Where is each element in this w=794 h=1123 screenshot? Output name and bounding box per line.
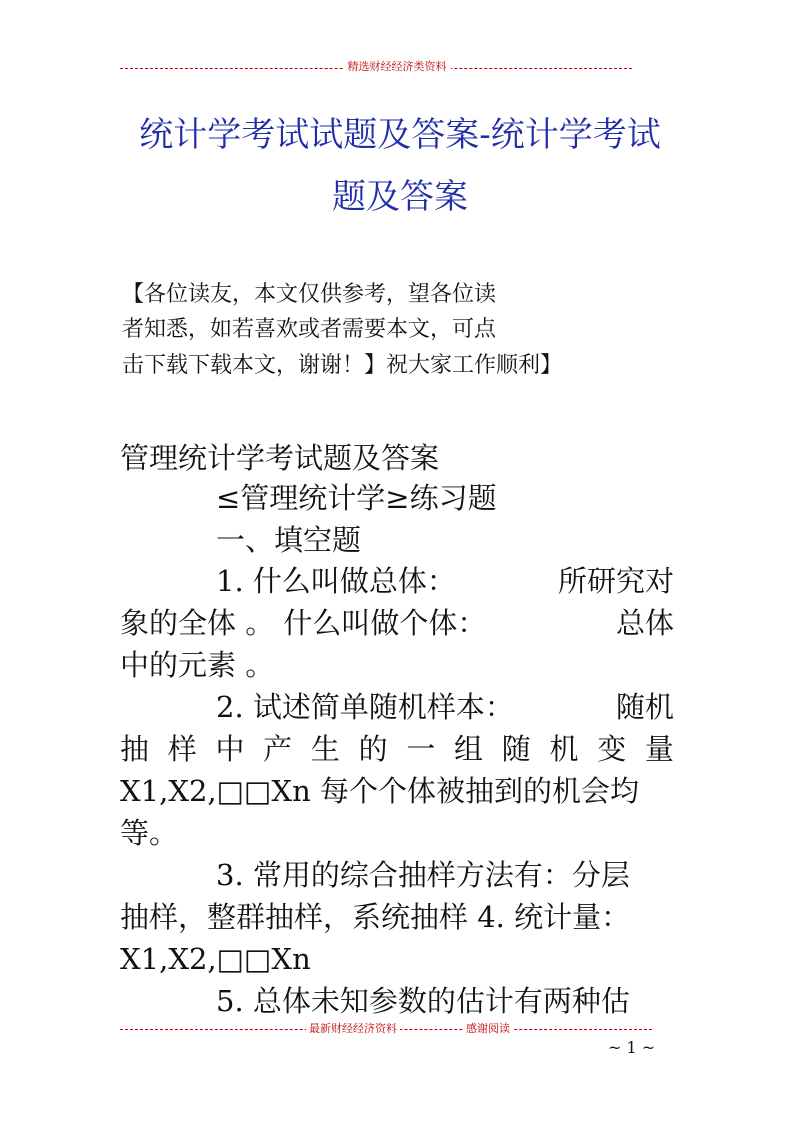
q3-line1: 3. 常用的综合抽样方法有：分层 bbox=[216, 858, 630, 892]
content-heading: 管理统计学考试题及答案 bbox=[120, 441, 440, 475]
footer-left-label: 最新财经经济资料 bbox=[306, 1020, 400, 1036]
notice-line1: 【各位读友，本文仅供参考，望各位读 bbox=[122, 282, 497, 307]
char: 随 bbox=[501, 732, 531, 766]
char: 产 bbox=[263, 732, 293, 766]
char: 抽 bbox=[120, 732, 150, 766]
q2-answer-text: 随机 bbox=[615, 690, 674, 724]
char: 组 bbox=[454, 732, 484, 766]
q1-answer-text: 所研究对 bbox=[557, 564, 674, 598]
q3-line2: 抽样，整群抽样，系统抽样 4. 统计量： bbox=[120, 900, 631, 934]
q1-question-text: 1. 什么叫做总体： bbox=[216, 564, 456, 598]
q1-line1 bbox=[216, 564, 674, 598]
char: 生 bbox=[310, 732, 340, 766]
q1-line3: 中的元素 。 bbox=[120, 648, 275, 682]
q2-line3: X1,X2,□□Xn 每个个体被抽到的机会均 bbox=[120, 774, 639, 808]
section-title: 一、填空题 bbox=[216, 523, 362, 557]
char: 机 bbox=[549, 732, 579, 766]
q2-line2 bbox=[120, 732, 674, 766]
q5-line1: 5. 总体未知参数的估计有两种估 bbox=[216, 984, 630, 1018]
char: 变 bbox=[597, 732, 627, 766]
q2-question-text: 2. 试述简单随机样本： bbox=[216, 690, 514, 724]
page-number: ~ 1 ~ bbox=[608, 1038, 656, 1057]
char: 量 bbox=[644, 732, 674, 766]
char: 的 bbox=[358, 732, 388, 766]
document-title-line2: 题及答案 bbox=[332, 177, 468, 217]
q1-line2-answer: 总体 bbox=[615, 606, 674, 640]
q1-line2-text: 象的全体 。 什么叫做个体： bbox=[120, 606, 487, 640]
content-subheading: ≤管理统计学≥练习题 bbox=[216, 481, 497, 515]
char: 样 bbox=[167, 732, 197, 766]
footer-right-label: 感谢阅读 bbox=[463, 1020, 513, 1036]
char: 一 bbox=[406, 732, 436, 766]
header-label: 精选财经经济类资料 bbox=[0, 58, 794, 74]
q1-line2 bbox=[120, 606, 674, 640]
notice-line3: 击下载下载本文，谢谢！】祝大家工作顺利】 bbox=[122, 353, 563, 378]
q2-line1 bbox=[216, 690, 674, 724]
notice-line2: 者知悉，如若喜欢或者需要本文，可点 bbox=[122, 317, 497, 342]
document-title-line1: 统计学考试试题及答案-统计学考试 bbox=[139, 115, 661, 155]
char: 中 bbox=[215, 732, 245, 766]
q2-line4: 等。 bbox=[120, 816, 179, 850]
q3-line3: X1,X2,□□Xn bbox=[120, 942, 311, 976]
